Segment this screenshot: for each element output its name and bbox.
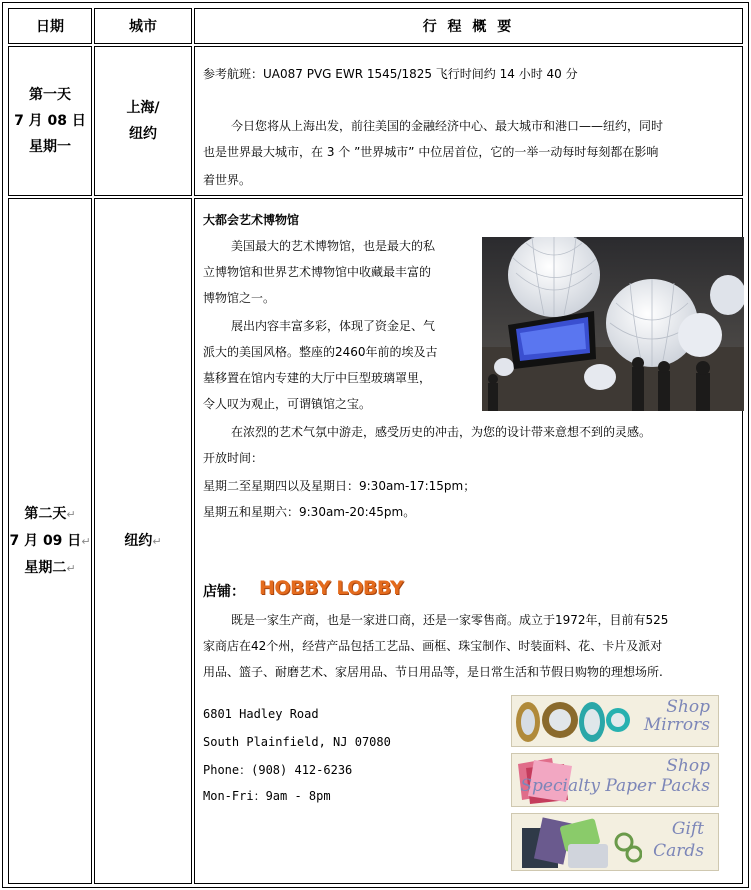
day2-date: 7 月 09 日: [9, 532, 82, 549]
store-address-1: 6801 Hadley Road: [203, 707, 319, 721]
museum-line: 派大的美国风格。整座的2460年前的埃及古: [203, 345, 438, 359]
day1-city-b: 纽约: [129, 126, 157, 142]
banner-line1: Gift: [671, 819, 704, 839]
day2-day: 第二天: [24, 505, 67, 522]
store-line: 家商店在42个州，经营产品包括工艺品、画框、珠宝制作、时装面料、花、卡片及派对: [203, 639, 663, 653]
day1-desc-line: 着世界。: [203, 173, 252, 187]
museum-line: 令人叹为观止，可谓镇馆之宝。: [203, 397, 372, 411]
museum-line: 展出内容丰富多彩，体现了资金足、气: [231, 319, 436, 333]
store-line: 用品、篮子、耐磨艺术、家居用品、节日用品等，是日常生活和节假日购物的理想场所.: [203, 665, 663, 679]
museum-hours-2: 星期五和星期六：9:30am-20:45pm。: [203, 505, 416, 519]
day1-flight: 参考航班：UA087 PVG EWR 1545/1825 飞行时间约 14 小时 40 分: [203, 67, 578, 81]
day1-city-cell: [94, 46, 192, 196]
store-phone: Phone：(908) 412-6236: [203, 763, 353, 777]
banner-line1: Shop: [666, 697, 710, 717]
museum-line: 墓移置在馆内专建的大厅中巨型玻璃罩里，: [203, 371, 432, 385]
museum-photo: [482, 237, 744, 411]
header-overview: 行 程 概 要: [194, 8, 743, 44]
day1-desc-line: 也是世界最大城市，在 3 个 ”世界城市” 中位居首位，它的一举一动每时每刻都在影响: [203, 145, 659, 159]
day1-day: 第一天: [29, 87, 71, 103]
banner-line2: Specialty Paper Packs: [520, 776, 710, 796]
header-date: 日期: [8, 8, 92, 44]
store-address-2: South Plainfield, NJ 07080: [203, 735, 391, 749]
paragraph-mark: ↵: [152, 534, 162, 548]
day2-weekday: 星期二: [24, 559, 67, 576]
hobby-lobby-logo: HOBBY LOBBY: [259, 577, 404, 599]
museum-hours-title: 开放时间：: [203, 451, 264, 465]
gift-cards-icon: [512, 814, 642, 871]
day1-date: 7 月 08 日: [14, 113, 86, 129]
museum-line: 在浓烈的艺术气氛中游走，感受历史的冲击，为您的设计带来意想不到的灵感。: [231, 425, 652, 439]
paragraph-mark: ↵: [81, 534, 91, 548]
paragraph-mark: ↵: [66, 507, 76, 521]
shop-mirrors-banner: [511, 695, 719, 747]
banner-line2: Mirrors: [643, 715, 710, 735]
day2-overview-cell: [194, 198, 743, 884]
day1-weekday: 星期一: [29, 139, 71, 155]
day1-overview-cell: [194, 46, 743, 196]
museum-title: 大都会艺术博物馆: [203, 213, 300, 227]
paragraph-mark: ↵: [66, 561, 76, 575]
museum-line: 美国最大的艺术博物馆，也是最大的私: [231, 239, 436, 253]
museum-hours-1: 星期二至星期四以及星期日：9:30am-17:15pm；: [203, 479, 476, 493]
store-hours: Mon-Fri：9am - 8pm: [203, 789, 331, 803]
day2-city: 纽约: [124, 532, 153, 549]
museum-line: 博物馆之一。: [203, 291, 276, 305]
mirrors-icon: [512, 696, 632, 747]
day2-date-cell: [8, 198, 92, 884]
header-city: 城市: [94, 8, 192, 44]
banner-line2: Cards: [653, 841, 704, 861]
day1-city-a: 上海/: [126, 100, 160, 116]
store-line: 既是一家生产商，也是一家进口商，还是一家零售商。成立于1972年，目前有525: [231, 613, 669, 627]
day1-date-cell: [8, 46, 92, 196]
museum-line: 立博物馆和世界艺术博物馆中收藏最丰富的: [203, 265, 432, 279]
day2-city-cell: [94, 198, 192, 884]
shop-paper-packs-banner: [511, 753, 719, 807]
day1-desc-line: 今日您将从上海出发，前往美国的金融经济中心、最大城市和港口——纽约，同时: [231, 119, 664, 133]
banner-line1: Shop: [666, 756, 710, 776]
gift-cards-banner: [511, 813, 719, 871]
store-label: 店铺：: [203, 584, 245, 600]
